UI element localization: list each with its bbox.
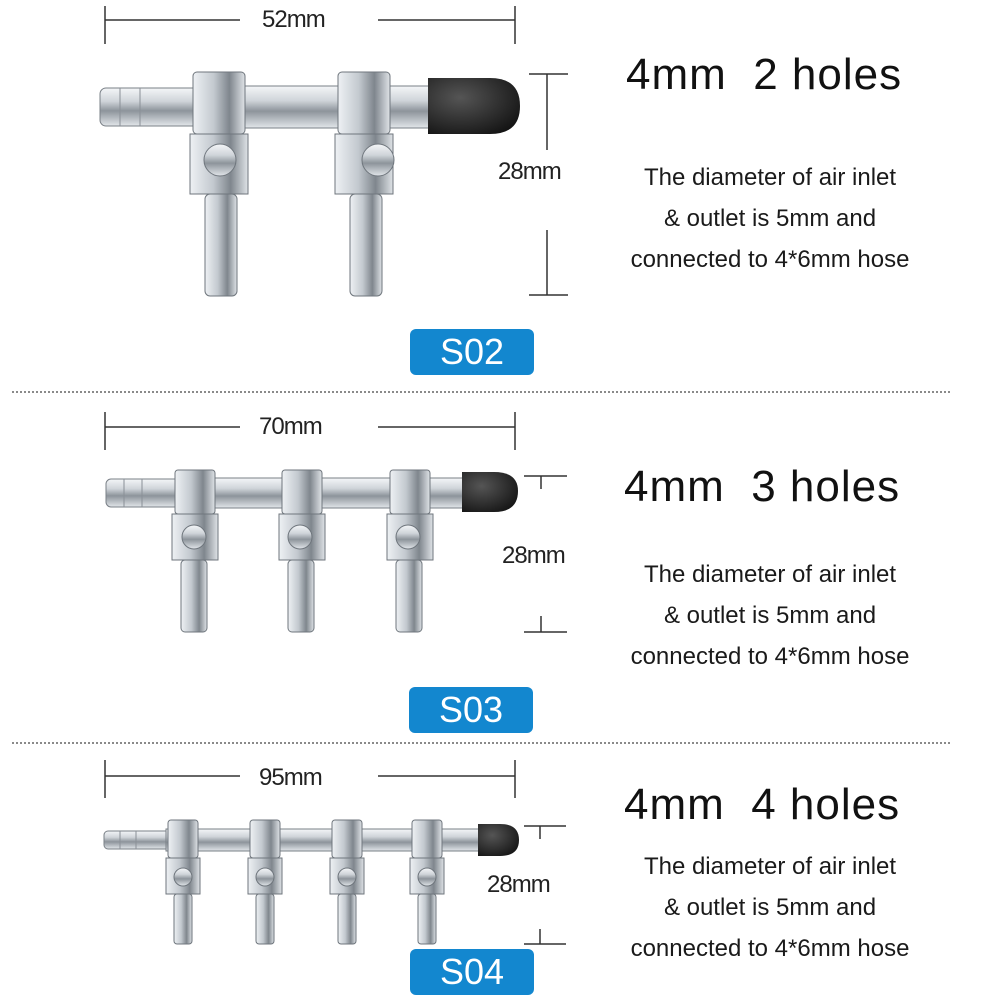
valve-3 xyxy=(330,820,364,944)
title-size: 4mm xyxy=(626,50,727,99)
desc-line: The diameter of air inlet xyxy=(643,561,897,588)
title-size: 4mm xyxy=(624,462,725,511)
desc-line: The diameter of air inlet xyxy=(643,853,897,880)
product-code-badge: S04 xyxy=(410,949,534,995)
desc-line: connected to 4*6mm hose xyxy=(630,246,910,273)
desc-line: & outlet is 5mm and xyxy=(663,602,877,629)
valve-1 xyxy=(166,820,200,944)
valve-3 xyxy=(387,470,433,632)
product-description xyxy=(600,846,940,969)
length-label: 70mm xyxy=(259,413,322,440)
title-holes: 4 holes xyxy=(751,780,901,829)
length-label: 95mm xyxy=(259,764,322,791)
title-holes: 2 holes xyxy=(753,50,903,99)
product-title xyxy=(624,462,900,512)
valve-2 xyxy=(279,470,325,632)
desc-line: & outlet is 5mm and xyxy=(663,205,877,232)
desc-line: connected to 4*6mm hose xyxy=(630,643,910,670)
valve-2 xyxy=(335,72,394,296)
product-section-s03 xyxy=(0,392,1000,742)
product-description xyxy=(600,157,940,280)
height-label: 28mm xyxy=(502,542,565,569)
height-label: 28mm xyxy=(498,158,561,185)
valve-1 xyxy=(172,470,218,632)
product-section-s02 xyxy=(0,0,1000,392)
valve-1 xyxy=(190,72,248,296)
desc-line: The diameter of air inlet xyxy=(643,164,897,191)
valve-2 xyxy=(248,820,282,944)
product-title xyxy=(624,780,900,830)
valve-4 xyxy=(410,820,444,944)
product-title xyxy=(626,50,902,100)
length-label: 52mm xyxy=(262,6,325,33)
title-size: 4mm xyxy=(624,780,725,829)
product-code-badge: S02 xyxy=(410,329,534,375)
product-description xyxy=(600,554,940,677)
desc-line: & outlet is 5mm and xyxy=(663,894,877,921)
product-code-badge: S03 xyxy=(409,687,533,733)
title-holes: 3 holes xyxy=(751,462,901,511)
product-section-s04 xyxy=(0,744,1000,1000)
height-label: 28mm xyxy=(487,871,550,898)
desc-line: connected to 4*6mm hose xyxy=(630,935,910,962)
